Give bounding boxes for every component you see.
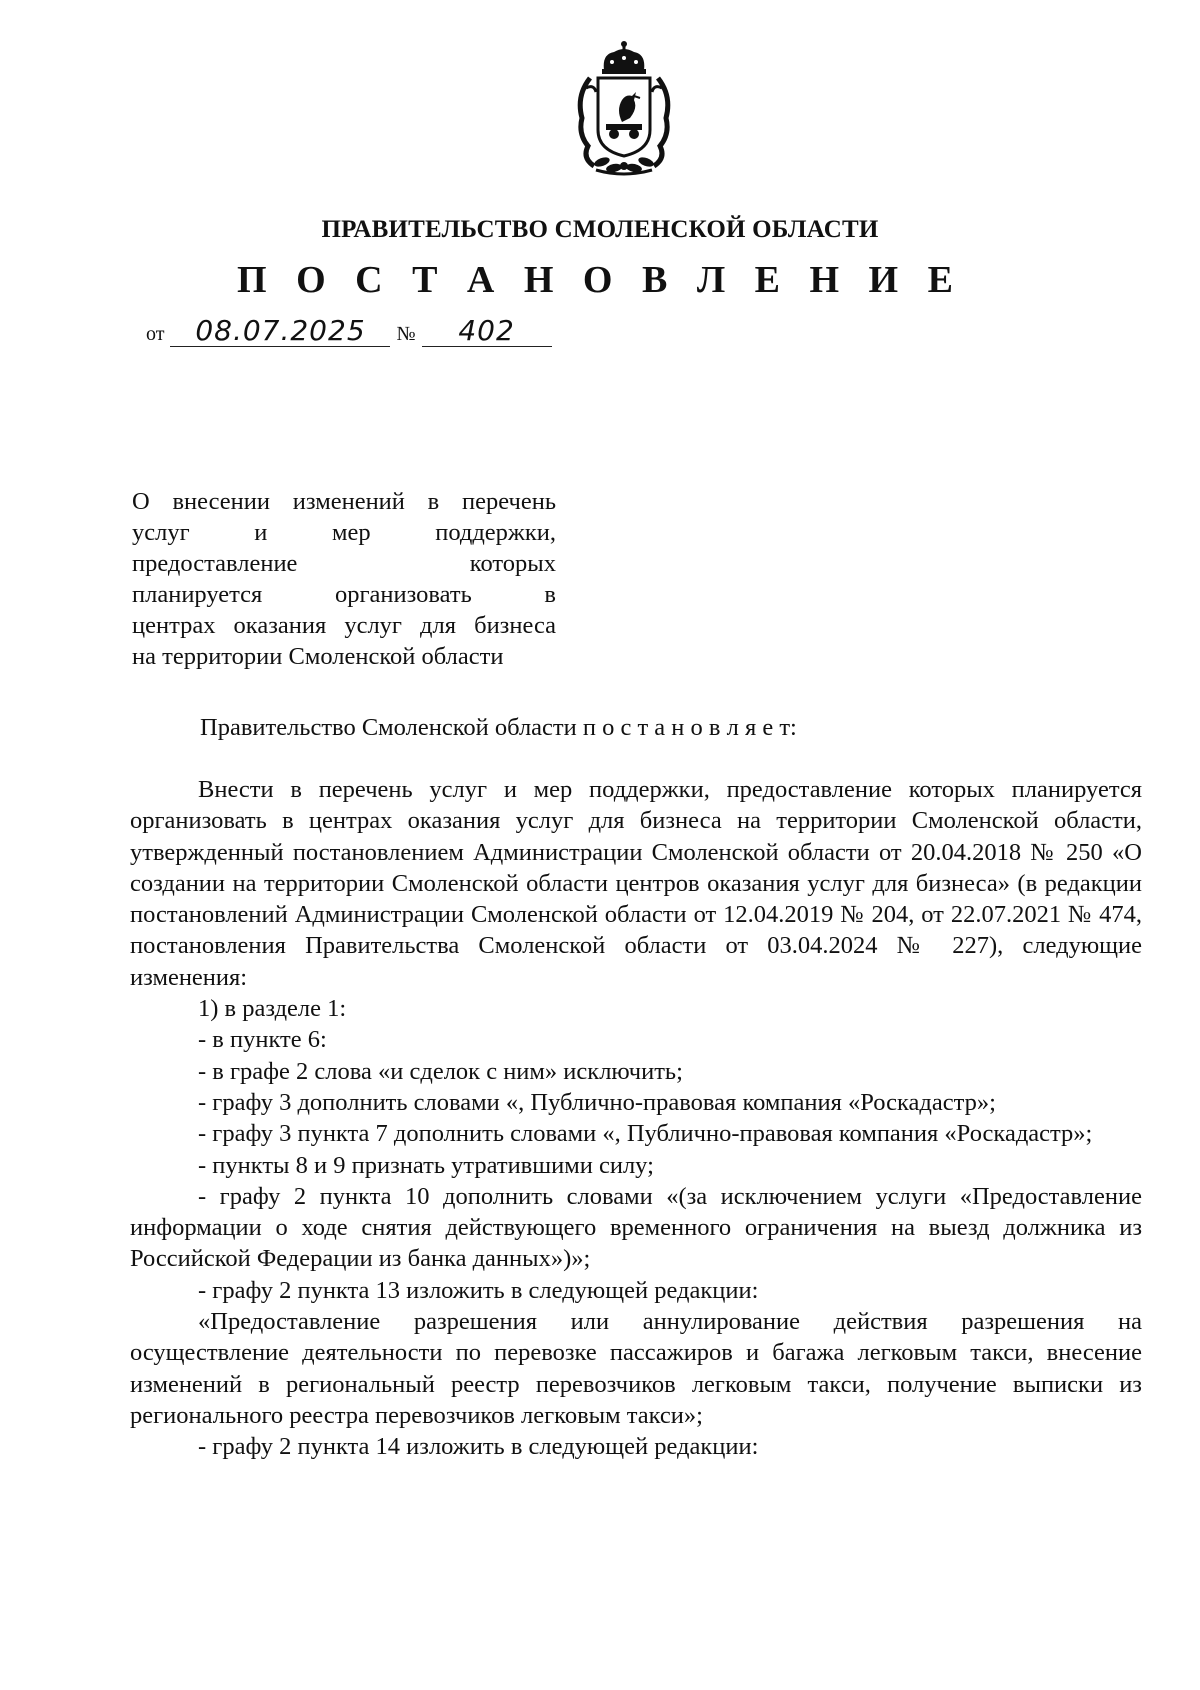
body-paragraph: 1) в разделе 1: bbox=[198, 995, 347, 1023]
body-paragraph: - в графе 2 слова «и сделок с ним» исключить; bbox=[198, 1057, 683, 1085]
coat-of-arms-emblem bbox=[572, 38, 676, 178]
subject-line: планируется организовать в bbox=[132, 581, 556, 608]
government-name: ПРАВИТЕЛЬСТВО СМОЛЕНСКОЙ ОБЛАСТИ bbox=[321, 216, 879, 243]
subject-line: услуг и мер поддержки, bbox=[132, 519, 556, 546]
document-type-title: П О С Т А Н О В Л Е Н И Е bbox=[237, 259, 963, 301]
subject-line: О внесении изменений в перечень bbox=[132, 488, 556, 515]
body-paragraph: - графу 2 пункта 10 дополнить словами «(за исключением услуги «Предоставление информации о ходе снятия действующего временного ограничения на выезд должника из Российской Федерации из банка данных»)»; bbox=[130, 1182, 1142, 1273]
body-paragraph: «Предоставление разрешения или аннулирование действия разрешения на осуществление деятельности по перевозке пассажиров и багажа легковым такси, внесение изменений в региональный реестр перевозчиков легковым такси, получение выписки из регионального реестра перевозчиков легковым такси»; bbox=[130, 1308, 1142, 1429]
decree-statement: Правительство Смоленской области п о с т а н о в л я е т: bbox=[200, 714, 797, 741]
subject-line: предоставление которых bbox=[132, 550, 556, 577]
body-paragraph: - в пункте 6: bbox=[198, 1026, 327, 1054]
document-date: 08.07.2025 bbox=[170, 316, 390, 347]
from-label: от bbox=[146, 323, 165, 345]
document-subject bbox=[132, 486, 556, 672]
number-label: № bbox=[396, 323, 416, 345]
date-number-line bbox=[140, 316, 552, 347]
subject-line: на территории Смоленской области bbox=[132, 643, 504, 670]
body-paragraph: - графу 3 пункта 7 дополнить словами «, Публично-правовая компания «Роскадастр»; bbox=[198, 1120, 1093, 1148]
document-number: 402 bbox=[422, 316, 552, 347]
document-body bbox=[130, 774, 1142, 1463]
body-paragraph: - графу 3 дополнить словами «, Публично-правовая компания «Роскадастр»; bbox=[198, 1088, 996, 1116]
body-paragraph: - графу 2 пункта 14 изложить в следующей редакции: bbox=[198, 1433, 759, 1461]
subject-line: центрах оказания услуг для бизнеса bbox=[132, 612, 556, 639]
body-paragraph: - пункты 8 и 9 признать утратившими силу; bbox=[198, 1151, 654, 1179]
body-paragraph: Внести в перечень услуг и мер поддержки, предоставление которых планируется организовать в центрах оказания услуг для бизнеса на территории Смоленской области, утвержденный постановлением Администрации Смоленской области от 20.04.2018 № 250 «О создании на территории Смоленской области центров оказания услуг для бизнеса» (в редакции постановлений Администрации Смоленской области от 12.04.2019 № 204, от 22.07.2021 № 474, постановления Правительства Смоленской области от 03.04.2024 № 227), следующие изменения: bbox=[130, 776, 1142, 991]
body-paragraph: - графу 2 пункта 13 изложить в следующей редакции: bbox=[198, 1276, 759, 1304]
